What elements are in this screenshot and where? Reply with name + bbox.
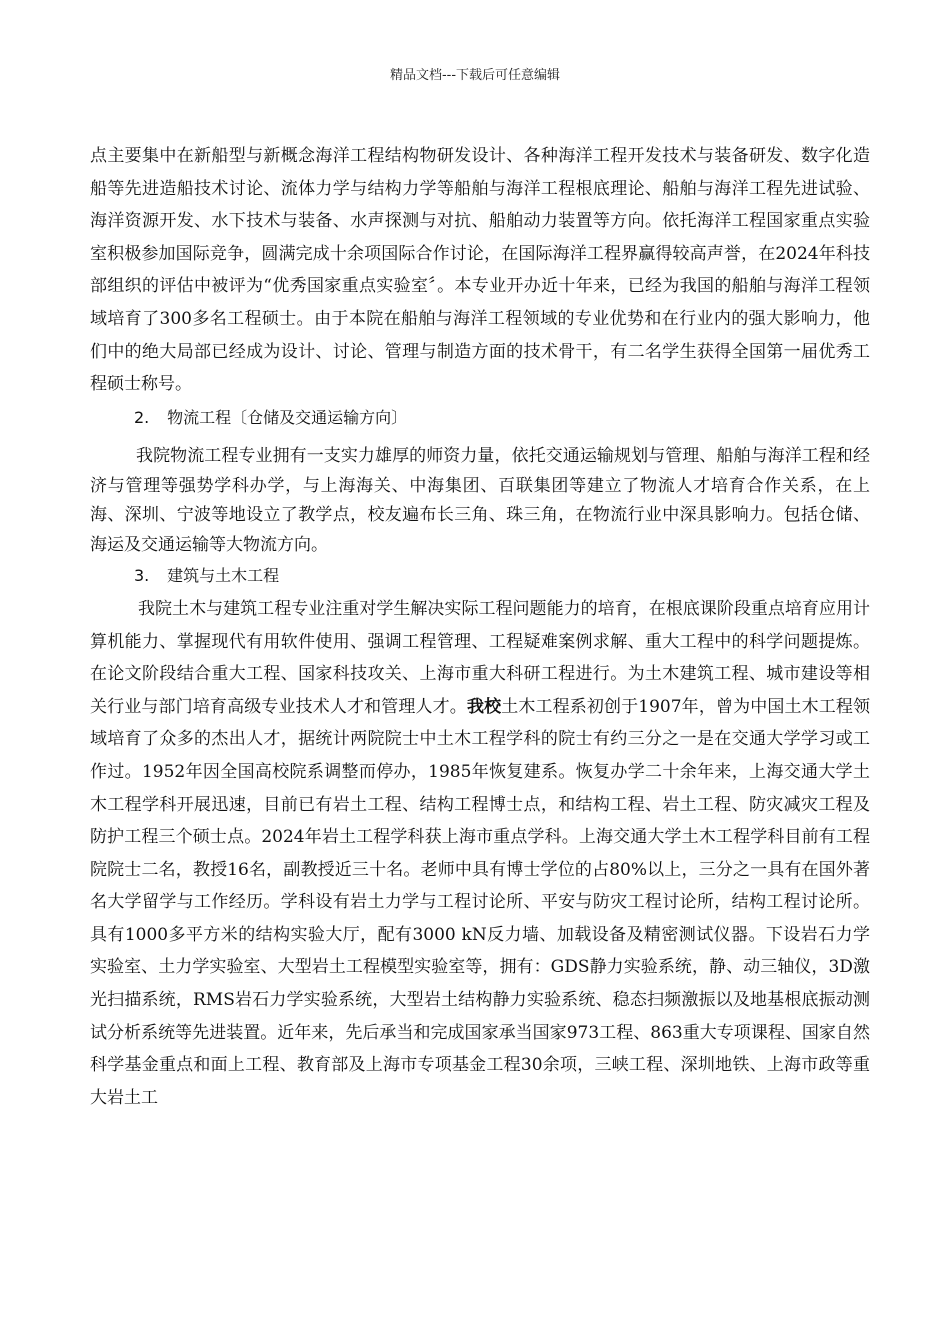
paragraph-logistics: 我院物流工程专业拥有一支实力雄厚的师资力量，依托交通运输规划与管理、船舶与海洋工程和经济与管理等强势学科办学，与上海海关、中海集团、百联集团等建立了物流人才培育合作关系，在上海、深圳、宁波等地设立了教学点，校友遍布长三角、珠三角，在物流行业中深具影响力。包括仓储、海运及交通运输等大物流方向。: [90, 446, 870, 555]
section-number: 2.: [134, 407, 150, 427]
section-title: 物流工程〔仓储及交通运输方向〕: [167, 407, 408, 427]
spacer: [90, 434, 870, 442]
section-heading-civil: [90, 560, 870, 593]
section-heading-logistics: [90, 402, 870, 435]
bold-text: 我校: [466, 696, 502, 717]
document-body: [90, 140, 870, 1114]
page-header: 精品文档---下载后可任意编辑: [389, 68, 561, 83]
paragraph-civil-engineering: [90, 593, 870, 1115]
section-title: 建筑与土木工程: [167, 566, 280, 586]
section-number: 3.: [134, 566, 150, 586]
paragraph-text: 土木工程系初创于1907年，曾为中国土木工程领域培育了众多的杰出人才，据统计两院院士中土木工程学科的院士有约三分之一是在交通大学学习或工作过。1952年因全国高校院系调整而停办，1985年恢复建系。恢复办学二十余年来，上海交通大学土木工程学科开展迅速，目前已有岩土工程、结构工程博士点，和结构工程、岩土工程、防灾减灾工程及防护工程三个硕士点。2024年岩土工程学科获上海市重点学科。上海交通大学土木工程学科目前有工程院院士二名，教授16名，副教授近三十名。老师中具有博士学位的占80%以上，三分之一具有在国外著名大学留学与工作经历。学科设有岩土力学与工程讨论所、平安与防灾工程讨论所，结构工程讨论所。具有1000多平方米的结构实验大厅，配有3000 kN反力墙、加载设备及精密测试仪器。下设岩石力学实验室、土力学实验室、大型岩土工程模型实验室等，拥有：GDS静力实验系统，静、动三轴仪，3D激光扫描系统，RMS岩石力学实验系统，大型岩土结构静力实验系统、稳态扫频激振以及地基根底振动测试分析系统等先进装置。近年来，先后承当和完成国家承当国家973工程、863重大专项课程、国家自然科学基金重点和面上工程、教育部及上海市专项基金工程30余项，三峡工程、深圳地铁、上海市政等重大岩土工: [90, 696, 871, 1108]
paragraph-text: 我院土木与建筑工程专业注重对学生解决实际工程问题能力的培育，在根底课阶段重点培育应用计算机能力、掌握现代有用软件使用、强调工程管理、工程疑难案例求解、重大工程中的科学问题提炼。在论文阶段结合重大工程、国家科技攻关、上海市重大科研工程进行。为土木建筑工程、城市建设等相关行业与部门培育高级专业技术人才和管理人才。: [90, 598, 870, 717]
paragraph-ship-engineering: 点主要集中在新船型与新概念海洋工程结构物研发设计、各种海洋工程开发技术与装备研发、数字化造船等先进造船技术讨论、流体力学与结构力学等船舶与海洋工程根底理论、船舶与海洋工程先进试验、海洋资源开发、水下技术与装备、水声探测与对抗、船舶动力装置等方向。依托海洋工程国家重点实验室积极参加国际竞争，圆满完成十余项国际合作讨论，在国际海洋工程界赢得较高声誉，在2024年科技部组织的评估中被评为“优秀国家重点实验室〞。本专业开办近十年来，已经为我国的船舶与海洋工程领域培育了300多名工程硕士。由于本院在船舶与海洋工程领域的专业优势和在行业内的强大影响力，他们中的绝大局部已经成为设计、讨论、管理与制造方面的技术骨干，有二名学生获得全国第一届优秀工程硕士称号。: [90, 146, 870, 395]
